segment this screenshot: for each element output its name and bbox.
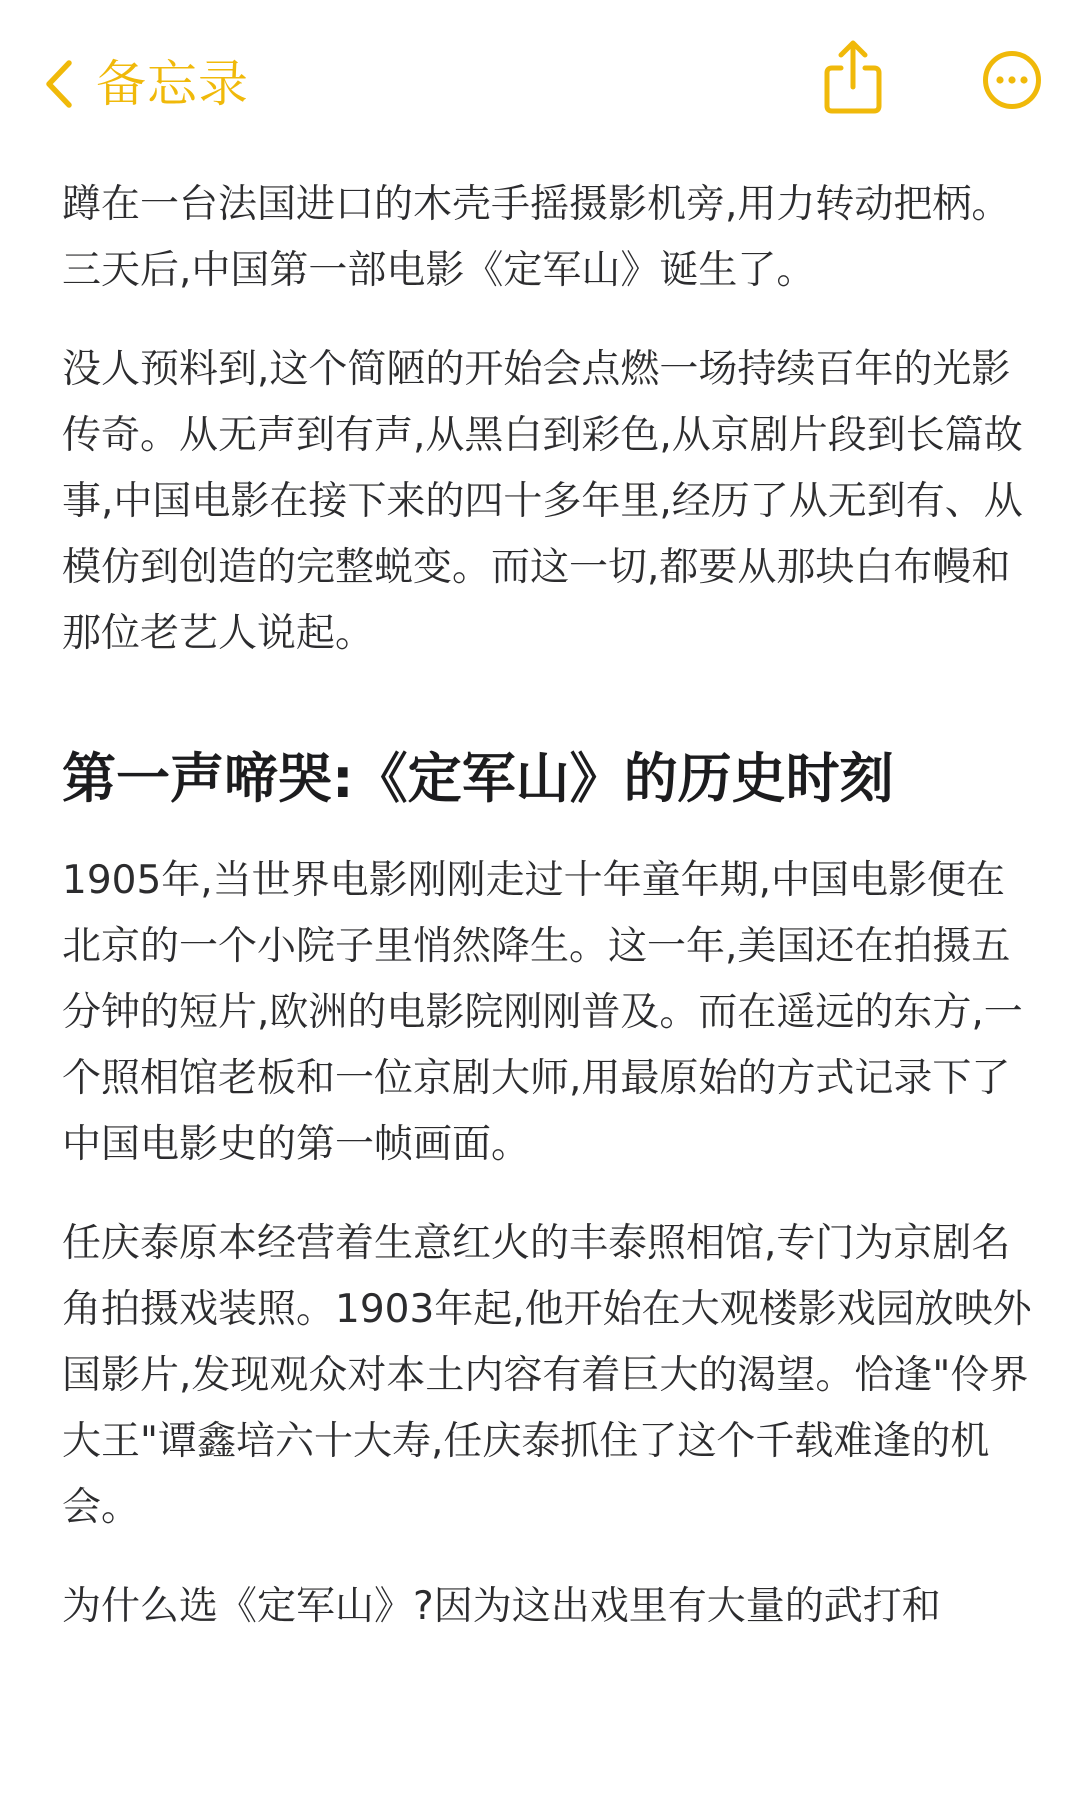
section-heading: 第一声啼哭:《定军山》的历史时刻 (62, 747, 894, 810)
note-paragraph: 没人预料到,这个简陋的开始会点燃一场持续百年的光影传奇。从无声到有声,从黑白到彩色,从京剧片段到长篇故事,中国电影在接下来的四十多年里,经历了从无到有、从模仿到创造的完整蜕变。而这一切,都要从那块白布幔和那位老艺人说起。 (62, 347, 1023, 656)
back-button[interactable] (44, 46, 249, 122)
more-icon (982, 95, 1042, 114)
back-label: 备忘录 (96, 55, 249, 113)
share-button[interactable] (822, 38, 884, 114)
share-icon (822, 99, 884, 118)
note-paragraph: 1905年,当世界电影刚刚走过十年童年期,中国电影便在北京的一个小院子里悄然降生。这一年,美国还在拍摄五分钟的短片,欧洲的电影院刚刚普及。而在遥远的东方,一个照相馆老板和一位京剧大师,用最原始的方式记录下了中国电影史的第一帧画面。 (62, 858, 1023, 1167)
more-button[interactable] (982, 50, 1042, 110)
chevron-left-icon (44, 59, 74, 109)
note-paragraph: 任庆泰原本经营着生意红火的丰泰照相馆,专门为京剧名角拍摄戏装照。1903年起,他开始在大观楼影戏园放映外国影片,发现观众对本土内容有着巨大的渴望。恰逢"伶界大王"谭鑫培六十大寿,任庆泰抓住了这个千载难逢的机会。 (62, 1221, 1032, 1530)
navigation-bar (0, 0, 1080, 160)
note-paragraph: 蹲在一台法国进口的木壳手摇摄影机旁,用力转动把柄。三天后,中国第一部电影《定军山》诞生了。 (62, 182, 1011, 293)
note-body[interactable] (62, 172, 1032, 1640)
note-paragraph: 为什么选《定军山》?因为这出戏里有大量的武打和 (62, 1584, 941, 1629)
